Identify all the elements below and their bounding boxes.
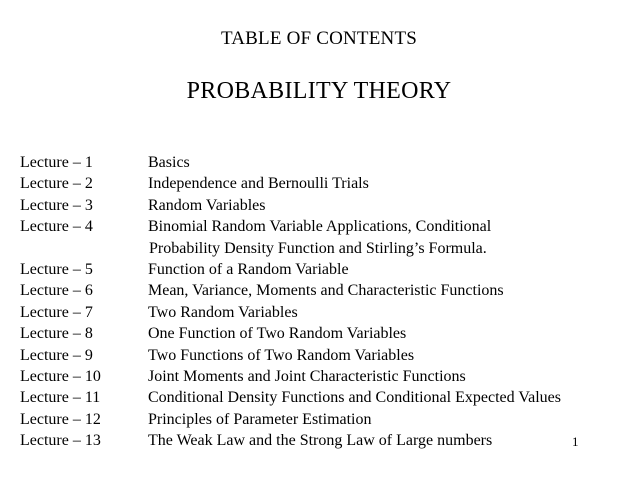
lecture-row xyxy=(20,323,630,344)
lecture-row xyxy=(20,195,630,216)
lecture-row xyxy=(20,387,630,408)
lecture-topic xyxy=(148,216,630,259)
lecture-number: Lecture – 11 xyxy=(20,389,101,407)
page-number: 1 xyxy=(572,434,579,449)
lecture-list xyxy=(20,152,630,452)
lecture-topic-line: Probability Density Function and Stirling’s Formula. xyxy=(149,239,487,257)
lecture-topic xyxy=(148,173,630,194)
lecture-topic-line: Conditional Density Functions and Conditional Expected Values xyxy=(148,389,561,407)
lecture-row xyxy=(20,302,630,323)
lecture-row xyxy=(20,216,630,259)
lecture-topic xyxy=(148,409,630,430)
lecture-topic xyxy=(148,195,630,216)
lecture-topic-line: Function of a Random Variable xyxy=(148,261,349,279)
lecture-topic-line: Binomial Random Variable Applications, Conditional xyxy=(148,218,492,236)
lecture-number: Lecture – 13 xyxy=(20,432,101,450)
toc-heading: TABLE OF CONTENTS xyxy=(220,28,418,49)
lecture-row xyxy=(20,280,630,301)
lecture-row xyxy=(20,259,630,280)
lecture-number: Lecture – 4 xyxy=(20,218,93,236)
lecture-row xyxy=(20,409,630,430)
lecture-topic-line: Joint Moments and Joint Characteristic Functions xyxy=(148,368,466,386)
lecture-number: Lecture – 9 xyxy=(20,346,93,364)
lecture-topic xyxy=(148,280,630,301)
lecture-topic-line: Independence and Bernoulli Trials xyxy=(148,175,369,193)
lecture-topic-line: Basics xyxy=(148,154,190,171)
lecture-number: Lecture – 7 xyxy=(20,303,93,321)
lecture-topic-line: One Function of Two Random Variables xyxy=(148,325,407,343)
lecture-topic xyxy=(148,430,630,451)
lecture-number: Lecture – 1 xyxy=(20,154,93,171)
lecture-topic-line: Two Random Variables xyxy=(148,303,298,321)
lecture-number: Lecture – 6 xyxy=(20,282,93,300)
lecture-topic-line: Mean, Variance, Moments and Characteristic Functions xyxy=(148,282,504,300)
lecture-row xyxy=(20,345,630,366)
course-title: PROBABILITY THEORY xyxy=(186,78,452,104)
lecture-row xyxy=(20,152,630,173)
lecture-number: Lecture – 8 xyxy=(20,325,93,343)
lecture-topic xyxy=(148,387,630,408)
lecture-topic-line: The Weak Law and the Strong Law of Large numbers xyxy=(148,432,493,450)
lecture-number: Lecture – 3 xyxy=(20,196,93,214)
lecture-number: Lecture – 2 xyxy=(20,175,93,193)
lecture-row xyxy=(20,430,630,451)
lecture-topic-line: Random Variables xyxy=(148,196,266,214)
lecture-number: Lecture – 10 xyxy=(20,368,101,386)
lecture-topic xyxy=(148,302,630,323)
lecture-topic xyxy=(148,152,630,173)
lecture-topic-line: Principles of Parameter Estimation xyxy=(148,410,372,428)
lecture-number: Lecture – 5 xyxy=(20,261,93,279)
lecture-row xyxy=(20,173,630,194)
lecture-topic xyxy=(148,259,630,280)
lecture-number: Lecture – 12 xyxy=(20,410,101,428)
lecture-row xyxy=(20,366,630,387)
lecture-topic xyxy=(148,366,630,387)
lecture-topic-line: Two Functions of Two Random Variables xyxy=(148,346,415,364)
lecture-topic xyxy=(148,323,630,344)
lecture-topic xyxy=(148,345,630,366)
